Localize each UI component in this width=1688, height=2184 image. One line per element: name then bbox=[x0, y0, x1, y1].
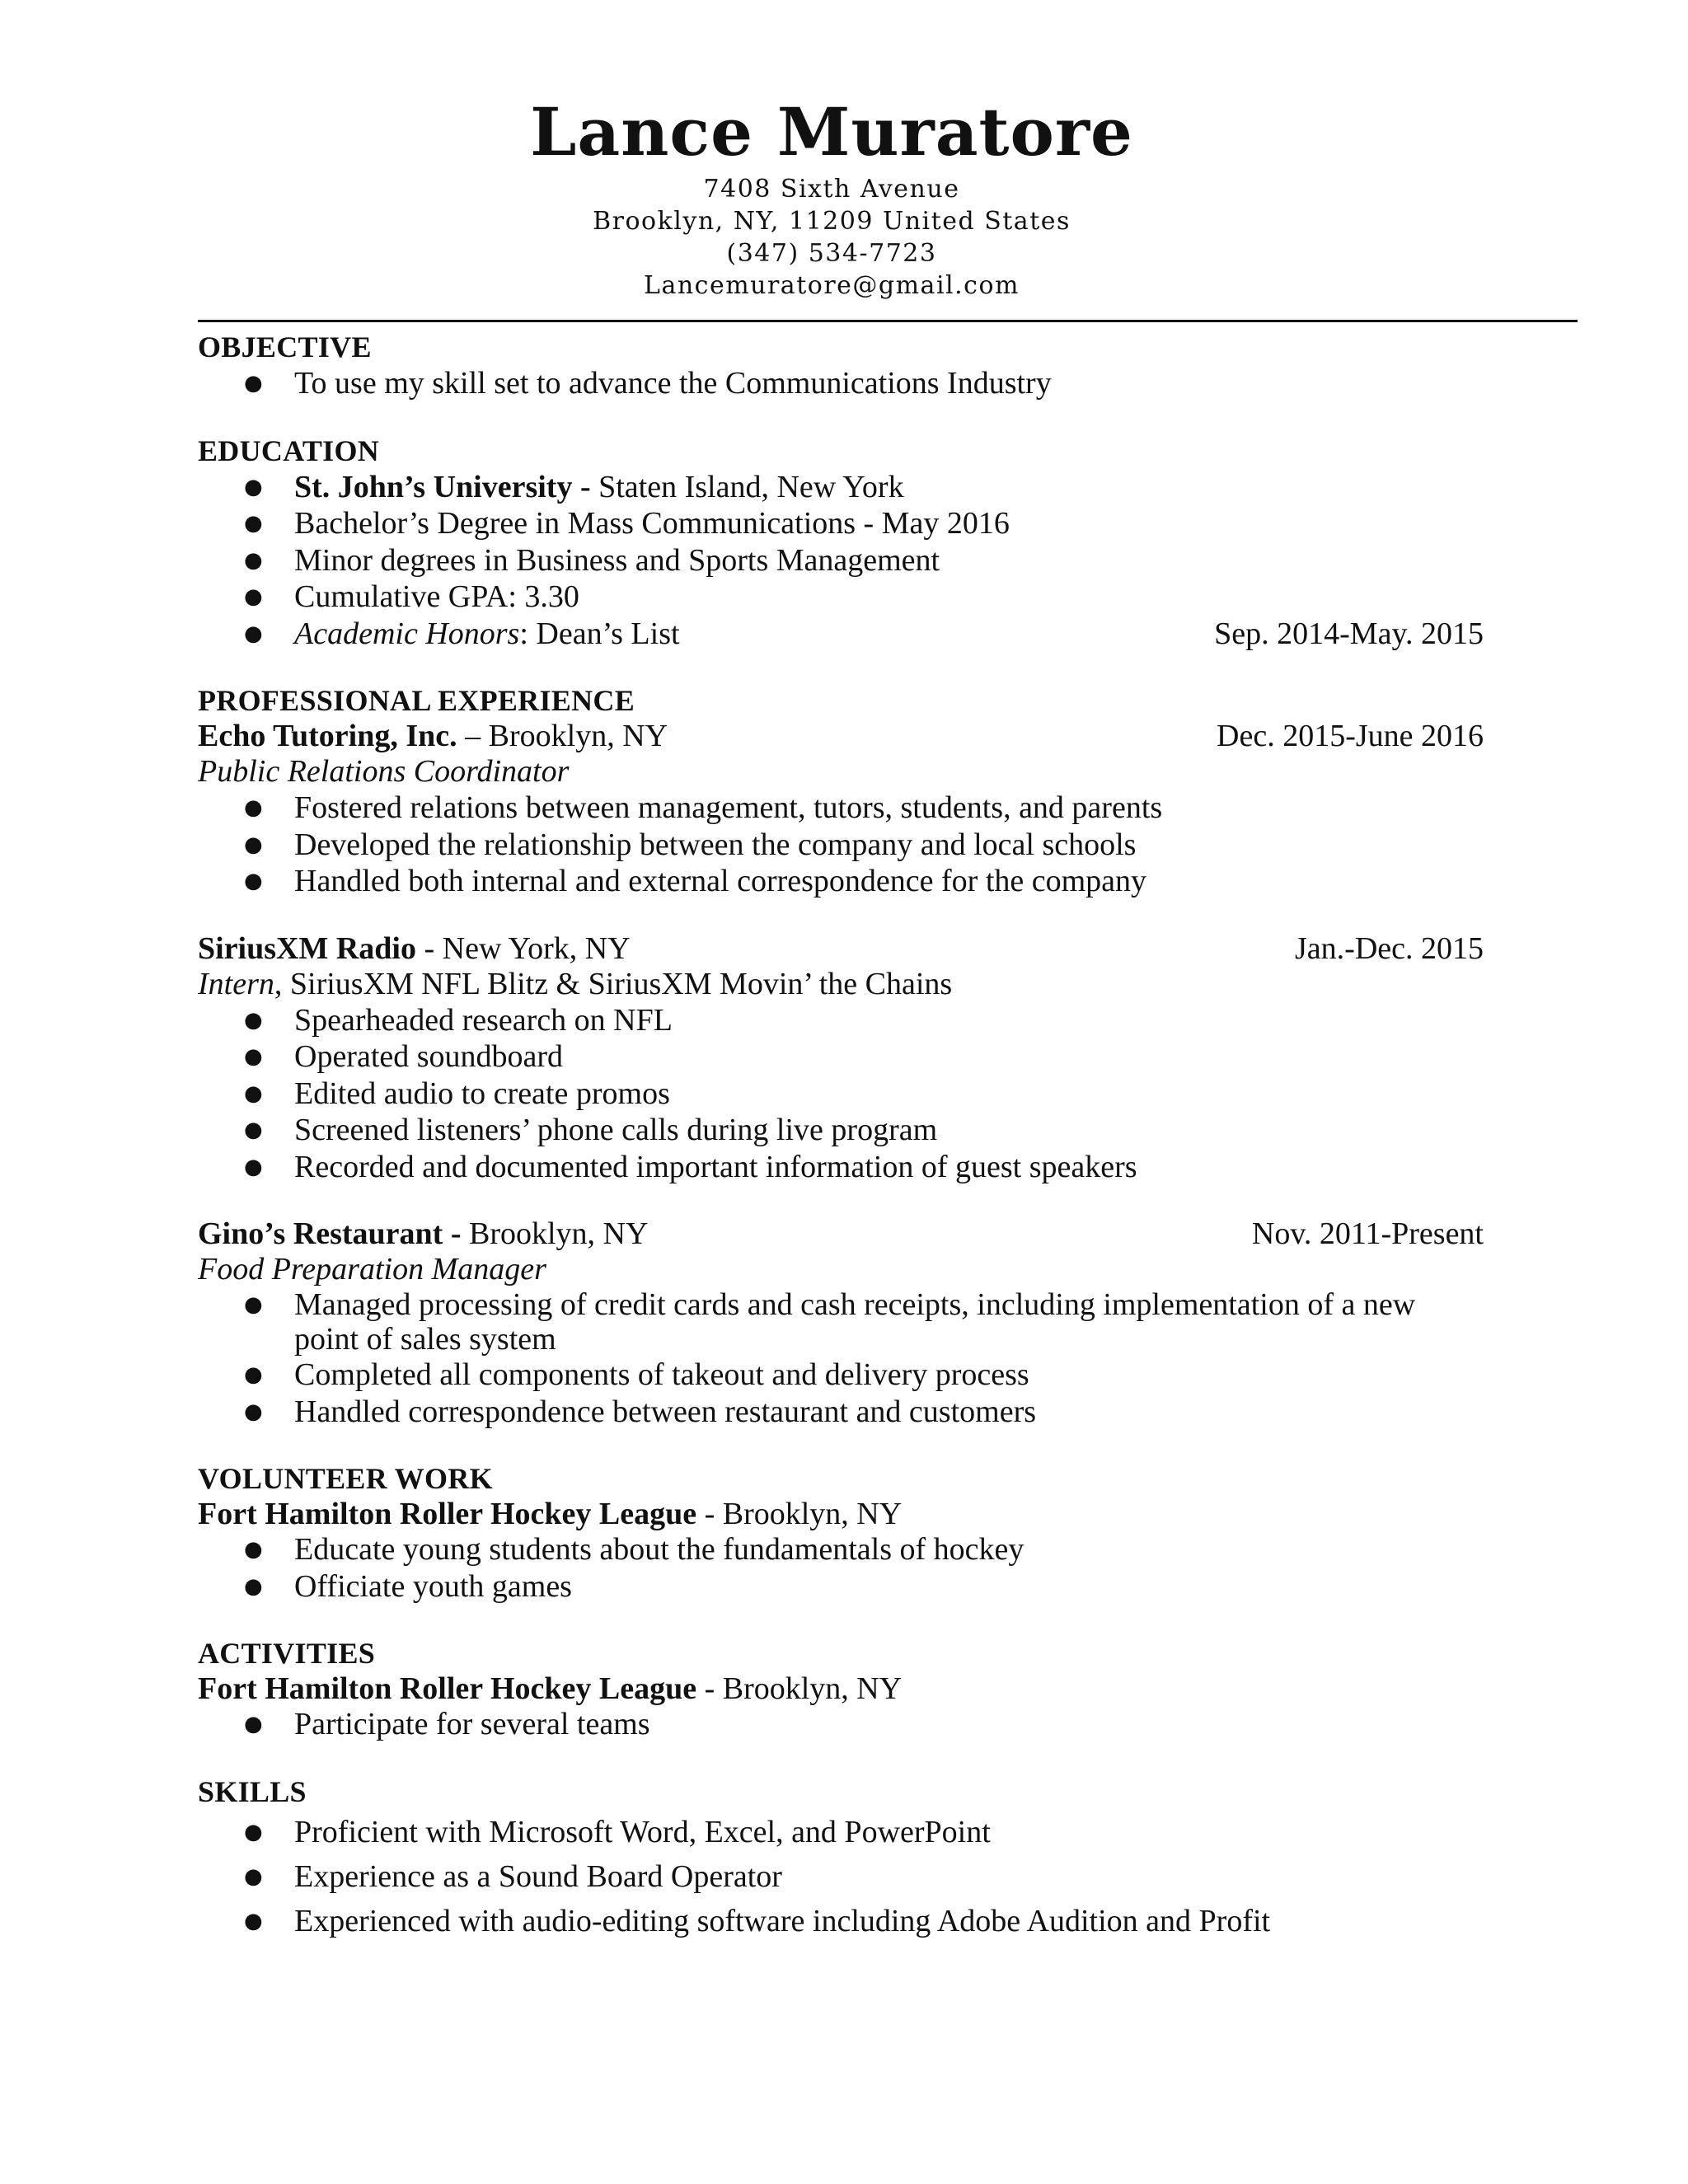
list-item: ● Officiate youth games bbox=[244, 1568, 572, 1604]
list-item bbox=[198, 616, 1484, 653]
list-item bbox=[198, 469, 1484, 506]
list-item: ● Experienced with audio-editing software including Adobe Audition and Profit bbox=[198, 1899, 1484, 1943]
education-list bbox=[198, 469, 1484, 653]
phone-number: (347) 534-7723 bbox=[726, 239, 937, 268]
bullet-icon: ● bbox=[244, 371, 263, 396]
bullet-icon: ● bbox=[244, 1007, 263, 1033]
objective-title: OBJECTIVE bbox=[198, 330, 372, 363]
company-name: Echo Tutoring, Inc. bbox=[198, 719, 457, 753]
job-role: Public Relations Coordinator bbox=[198, 754, 570, 789]
company-location: - New York, NY bbox=[415, 930, 631, 966]
skills-title: SKILLS bbox=[198, 1774, 307, 1808]
bullet-icon: ● bbox=[244, 1080, 263, 1106]
job-date: Jan.-Dec. 2015 bbox=[1295, 930, 1484, 966]
school-name: St. John’s University - bbox=[294, 469, 591, 504]
job-entry bbox=[198, 719, 1484, 900]
bullet-icon: ● bbox=[244, 511, 263, 536]
bullet-icon: ● bbox=[244, 584, 263, 609]
job-header bbox=[198, 931, 1484, 966]
school-location: Staten Island, New York bbox=[590, 469, 904, 504]
list-item: ● Handled correspondence between restaurant and customers bbox=[244, 1394, 1037, 1429]
job-role-extra: , SiriusXM NFL Blitz & SiriusXM Movin’ the Chains bbox=[274, 966, 953, 1001]
activities-bullets bbox=[198, 1706, 1484, 1743]
bullet-icon: ● bbox=[244, 1537, 263, 1562]
experience-section bbox=[198, 683, 1484, 1430]
degree: Bachelor’s Degree in Mass Communications - May 2016 bbox=[294, 506, 1010, 541]
job-role: Intern bbox=[198, 966, 274, 1001]
job-role: Food Preparation Manager bbox=[198, 1252, 546, 1286]
bullet-icon: ● bbox=[244, 621, 263, 646]
job-role-line bbox=[198, 1251, 1484, 1287]
job-role-line bbox=[198, 753, 1484, 790]
list-item bbox=[198, 542, 1484, 579]
applicant-name: Lance Muratore bbox=[530, 93, 1133, 171]
list-item: ● Fostered relations between management, tutors, students, and parents bbox=[244, 790, 1163, 825]
honors-date: Sep. 2014-May. 2015 bbox=[1214, 616, 1484, 651]
list-item: ● Experience as a Sound Board Operator bbox=[198, 1854, 1484, 1899]
list-item: ● To use my skill set to advance the Communications Industry bbox=[244, 366, 1052, 401]
volunteer-title: VOLUNTEER WORK bbox=[198, 1462, 493, 1495]
bullet-icon: ● bbox=[244, 1118, 263, 1142]
job-date: Nov. 2011-Present bbox=[1251, 1216, 1484, 1251]
list-item: ● Developed the relationship between the company and local schools bbox=[244, 827, 1137, 862]
bullet-icon: ● bbox=[244, 474, 263, 499]
education-title: EDUCATION bbox=[198, 434, 380, 467]
honors-label: Academic Honors bbox=[294, 616, 520, 651]
list-item: ● Managed processing of credit cards and cash receipts, including implementation of a new point of sales system bbox=[244, 1287, 1416, 1357]
activities-section bbox=[198, 1636, 1484, 1743]
list-item bbox=[198, 579, 1484, 616]
resume-body bbox=[198, 330, 1484, 1943]
bullet-icon: ● bbox=[244, 547, 263, 573]
job-bullets bbox=[198, 1002, 1484, 1186]
activities-location: - Brooklyn, NY bbox=[696, 1671, 903, 1706]
bullet-icon: ● bbox=[244, 869, 263, 893]
job-header bbox=[198, 1216, 1484, 1251]
list-item bbox=[198, 505, 1484, 542]
job-bullets bbox=[198, 790, 1484, 900]
job-bullets bbox=[198, 1287, 1484, 1430]
company-name: Gino’s Restaurant - bbox=[198, 1216, 462, 1251]
bullet-icon: ● bbox=[244, 1362, 263, 1387]
job-header bbox=[198, 719, 1484, 753]
company-location: Brooklyn, NY bbox=[461, 1216, 649, 1251]
honors-value: : Dean’s List bbox=[519, 616, 680, 651]
list-item: ● Participate for several teams bbox=[244, 1707, 650, 1741]
bullet-icon: ● bbox=[244, 1044, 263, 1069]
education-section bbox=[198, 434, 1484, 653]
company-location: – Brooklyn, NY bbox=[457, 719, 668, 753]
list-item: ● Operated soundboard bbox=[244, 1039, 564, 1074]
bullet-icon: ● bbox=[244, 1863, 263, 1889]
bullet-icon: ● bbox=[244, 832, 263, 857]
volunteer-org-line bbox=[198, 1497, 1484, 1531]
job-entry bbox=[198, 931, 1484, 1186]
volunteer-bullets bbox=[198, 1531, 1484, 1605]
list-item: ● Handled both internal and external correspondence for the company bbox=[244, 864, 1147, 898]
list-item: ● Edited audio to create promos bbox=[244, 1076, 670, 1111]
skills-bullets bbox=[198, 1810, 1484, 1943]
list-item: ● Spearheaded research on NFL bbox=[244, 1002, 673, 1038]
bullet-icon: ● bbox=[244, 795, 263, 820]
list-item: ● Recorded and documented important information of guest speakers bbox=[244, 1149, 1137, 1184]
volunteer-location: - Brooklyn, NY bbox=[696, 1497, 903, 1531]
gpa: Cumulative GPA: 3.30 bbox=[294, 579, 579, 614]
activities-title: ACTIVITIES bbox=[198, 1637, 376, 1670]
address-line-2: Brooklyn, NY, 11209 United States bbox=[593, 207, 1071, 236]
bullet-icon: ● bbox=[244, 1292, 263, 1317]
resume-header bbox=[0, 91, 1663, 302]
objective-section bbox=[198, 330, 1484, 402]
bullet-icon: ● bbox=[244, 1819, 263, 1844]
list-item: ● Completed all components of takeout and delivery process bbox=[244, 1357, 1029, 1392]
email-address: Lancemuratore@gmail.com bbox=[644, 271, 1020, 300]
bullet-icon: ● bbox=[244, 1154, 263, 1179]
list-item: ● Screened listeners’ phone calls during live program bbox=[244, 1113, 938, 1147]
skills-section bbox=[198, 1774, 1484, 1943]
activities-org: Fort Hamilton Roller Hockey League bbox=[198, 1671, 697, 1706]
experience-title: PROFESSIONAL EXPERIENCE bbox=[198, 684, 635, 717]
list-item: ● Proficient with Microsoft Word, Excel, and PowerPoint bbox=[198, 1810, 1484, 1854]
activities-org-line bbox=[198, 1671, 1484, 1706]
bullet-icon: ● bbox=[244, 1908, 263, 1933]
volunteer-org: Fort Hamilton Roller Hockey League bbox=[198, 1497, 697, 1531]
minor: Minor degrees in Business and Sports Management bbox=[294, 542, 940, 578]
address-line-1: 7408 Sixth Avenue bbox=[703, 175, 960, 204]
job-role-line bbox=[198, 966, 1484, 1002]
company-name: SiriusXM Radio bbox=[198, 930, 416, 966]
job-date: Dec. 2015-June 2016 bbox=[1217, 719, 1484, 753]
bullet-icon: ● bbox=[244, 1573, 263, 1599]
list-item: ● Educate young students about the fundamentals of hockey bbox=[244, 1532, 1025, 1567]
job-entry bbox=[198, 1216, 1484, 1430]
volunteer-section bbox=[198, 1461, 1484, 1605]
bullet-icon: ● bbox=[244, 1712, 263, 1736]
bullet-icon: ● bbox=[244, 1399, 263, 1424]
header-divider bbox=[198, 320, 1578, 322]
objective-list bbox=[198, 365, 1484, 402]
